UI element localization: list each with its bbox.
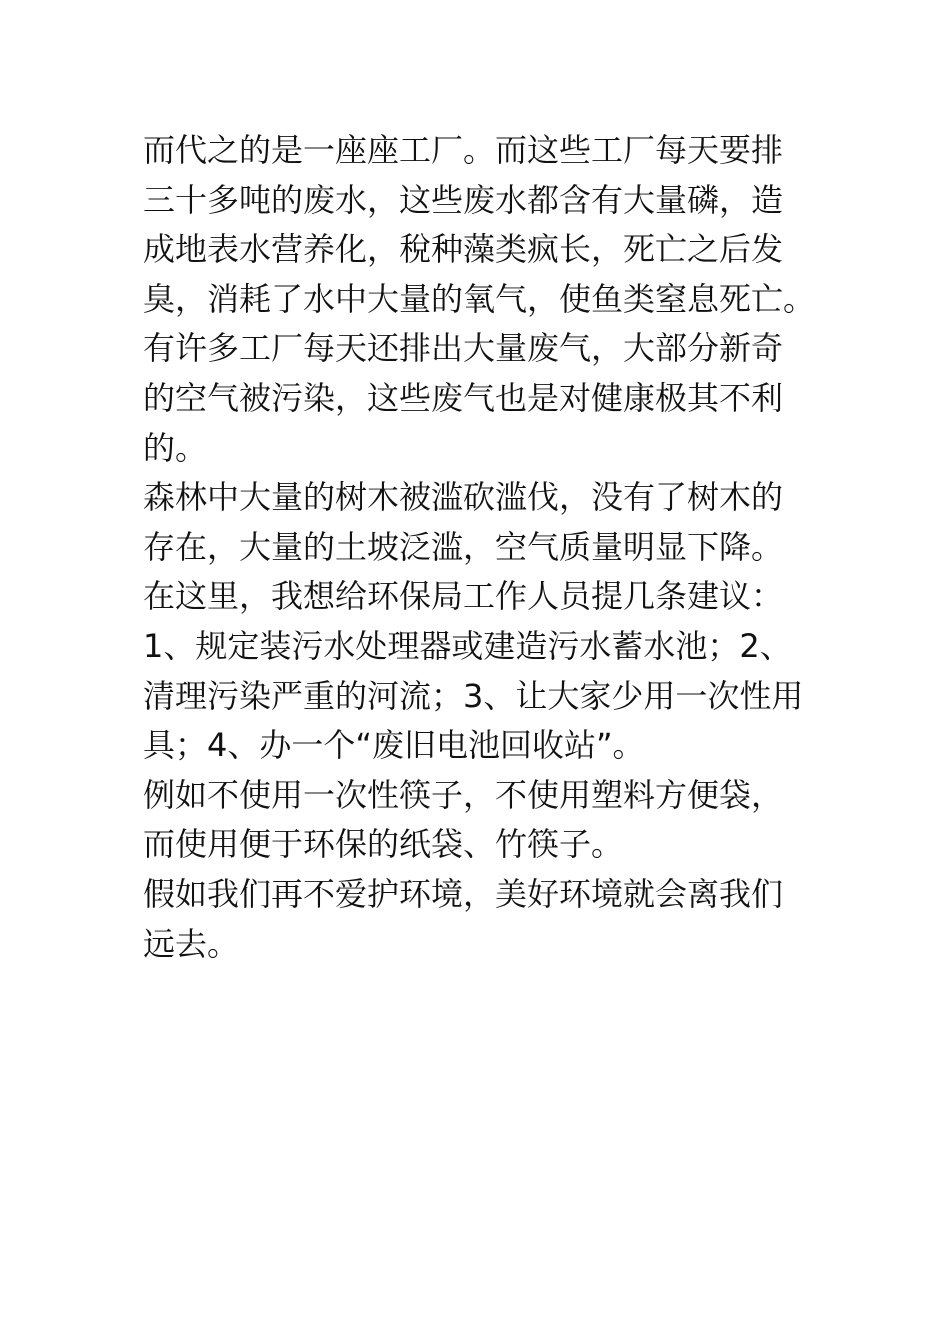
- text-line: 例如不使用一次性筷子，不使用塑料方便袋，: [143, 775, 784, 814]
- document-body: [143, 126, 816, 969]
- text-line: 存在，大量的土坡泛滥，空气质量明显下降。: [143, 527, 784, 566]
- text-line: 而代之的是一座座工厂。而这些工厂每天要排: [143, 131, 784, 169]
- text-line: 在这里，我想给环保局工作人员提几条建议：: [143, 577, 784, 616]
- text-line: 1、规定装污水处理器或建造污水蓄水池；2、: [143, 626, 792, 665]
- text-line: 有许多工厂每天还排出大量废气，大部分新奇: [143, 329, 784, 368]
- text-line: 臭，消耗了水中大量的氧气，使鱼类窒息死亡。: [143, 279, 816, 318]
- text-line: 清理污染严重的河流；3、让大家少用一次性用: [143, 676, 804, 715]
- text-line: 而使用便于环保的纸袋、竹筷子。: [143, 825, 624, 864]
- text-line: 具；4、办一个“废旧电池回收站”。: [143, 726, 645, 765]
- text-line: 远去。: [143, 924, 240, 963]
- text-line: 的。: [143, 428, 208, 467]
- text-line: 森林中大量的树木被滥砍滥伐，没有了树木的: [143, 478, 784, 517]
- text-line: 的空气被污染，这些废气也是对健康极其不利: [143, 378, 784, 417]
- text-line: 三十多吨的废水，这些废水都含有大量磷，造: [143, 180, 784, 219]
- text-line: 假如我们再不爱护环境，美好环境就会离我们: [143, 874, 784, 913]
- text-line: 成地表水营养化，稅种藻类疯长，死亡之后发: [143, 230, 784, 269]
